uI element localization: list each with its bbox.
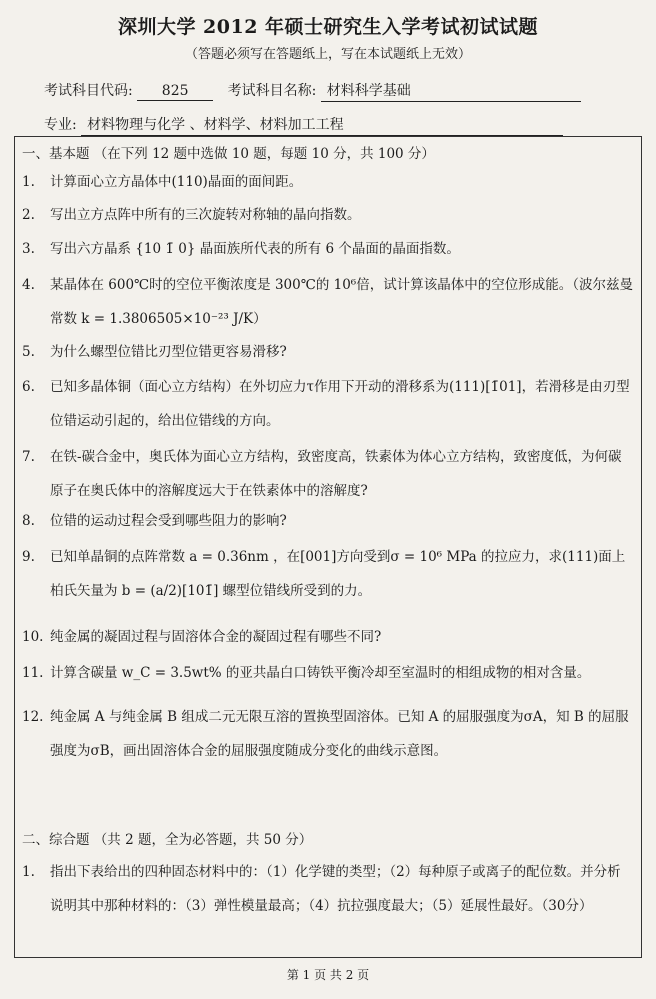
question-text: 纯金属的凝固过程与固溶体合金的凝固过程有哪些不同? (50, 629, 382, 645)
question-item (22, 268, 634, 336)
question-text: 指出下表给出的四种固态材料中的：（1）化学键的类型；（2）每种原子或离子的配位数。并分析说明其中那种材料的：（3）弹性模量最高；（4）抗拉强度最大；（5）延展性最好。（30分） (50, 864, 621, 914)
question-item (22, 700, 634, 768)
exam-title: 深圳大学 2012 年硕士研究生入学考试初试试题 (117, 16, 539, 38)
question-text: 已知多晶体铜（面心立方结构）在外切应力τ作用下开动的滑移系为(111)[1̄01]，若滑移是由刃型位错运动引起的，给出位错线的方向。 (50, 379, 630, 429)
question-number: 9. (22, 549, 35, 565)
question-item (22, 337, 634, 367)
section2-heading: 二、综合题 （共 2 题，全为必答题，共 50 分） (22, 832, 313, 848)
question-number: 5. (22, 344, 35, 360)
question-item (22, 200, 634, 230)
question-item (22, 234, 634, 264)
question-number: 8. (22, 513, 35, 529)
question-item (22, 370, 634, 438)
question-text: 某晶体在 600℃时的空位平衡浓度是 300℃的 10⁶倍，试计算该晶体中的空位形成能。（波尔兹曼常数 k = 1.3806505×10⁻²³ J/K） (50, 277, 633, 327)
subject-code-label: 考试科目代码: (44, 83, 133, 99)
exam-instruction: （答题必须写在答题纸上，写在本试题纸上无效） (184, 47, 471, 62)
question-number: 3. (22, 241, 35, 257)
question-number: 11. (22, 665, 44, 681)
major-label: 专业: (44, 117, 77, 133)
subject-name-label: 考试科目名称: (227, 83, 317, 99)
question-number: 10. (22, 629, 44, 645)
question-number: 7. (22, 449, 35, 465)
question-text: 纯金属 A 与纯金属 B 组成二元无限互溶的置换型固溶体。已知 A 的屈服强度为σA，知 B 的屈服强度为σB，画出固溶体合金的屈服强度随成分变化的曲线示意图。 (50, 709, 629, 759)
question-text: 位错的运动过程会受到哪些阻力的影响? (50, 513, 287, 529)
question-item (22, 658, 634, 688)
question-text: 计算含碳量 w_C = 3.5wt% 的亚共晶白口铸铁平衡冷却至室温时的相组成物的相对含量。 (50, 665, 591, 681)
section1-heading: 一、基本题 （在下列 12 题中选做 10 题，每题 10 分，共 100 分） (22, 146, 435, 162)
question-text: 在铁-碳合金中，奥氏体为面心立方结构，致密度高，铁素体为体心立方结构，致密度低，为何碳原子在奥氏体中的溶解度远大于在铁素体中的溶解度? (50, 449, 622, 499)
question-number: 12. (22, 709, 44, 725)
question-number: 6. (22, 379, 35, 395)
question-text: 计算面心立方晶体中(110)晶面的面间距。 (50, 174, 303, 190)
question-item (22, 622, 634, 652)
major-row (44, 114, 563, 136)
page-footer: 第 1 页 共 2 页 (286, 968, 370, 982)
question-text: 写出立方点阵中所有的三次旋转对称轴的晶向指数。 (50, 207, 361, 223)
subject-code-value: 825 (137, 83, 213, 101)
question-text: 为什么螺型位错比刃型位错更容易滑移? (50, 344, 287, 360)
question-item (22, 167, 634, 197)
question-number: 4. (22, 277, 35, 293)
question-number: 1. (22, 174, 35, 190)
subject-info-row (44, 80, 581, 102)
question-item (22, 506, 634, 536)
question-number: 2. (22, 207, 35, 223)
subject-name-value: 材料科学基础 (321, 80, 581, 102)
question-number: 1. (22, 864, 35, 880)
question-text: 写出六方晶系 {10 1̄ 0} 晶面族所代表的所有 6 个晶面的晶面指数。 (50, 241, 460, 257)
question-item (22, 540, 634, 608)
major-value: 材料物理与化学 、材料学、材料加工工程 (81, 114, 563, 136)
question-text: 已知单晶铜的点阵常数 a = 0.36nm ，在[001]方向受到σ = 10⁶ MPa 的拉应力，求(111)面上柏氏矢量为 b = (a/2)[101̄] 螺型位错线所受到的力。 (50, 549, 626, 599)
question-item (22, 855, 634, 923)
question-item (22, 440, 634, 508)
